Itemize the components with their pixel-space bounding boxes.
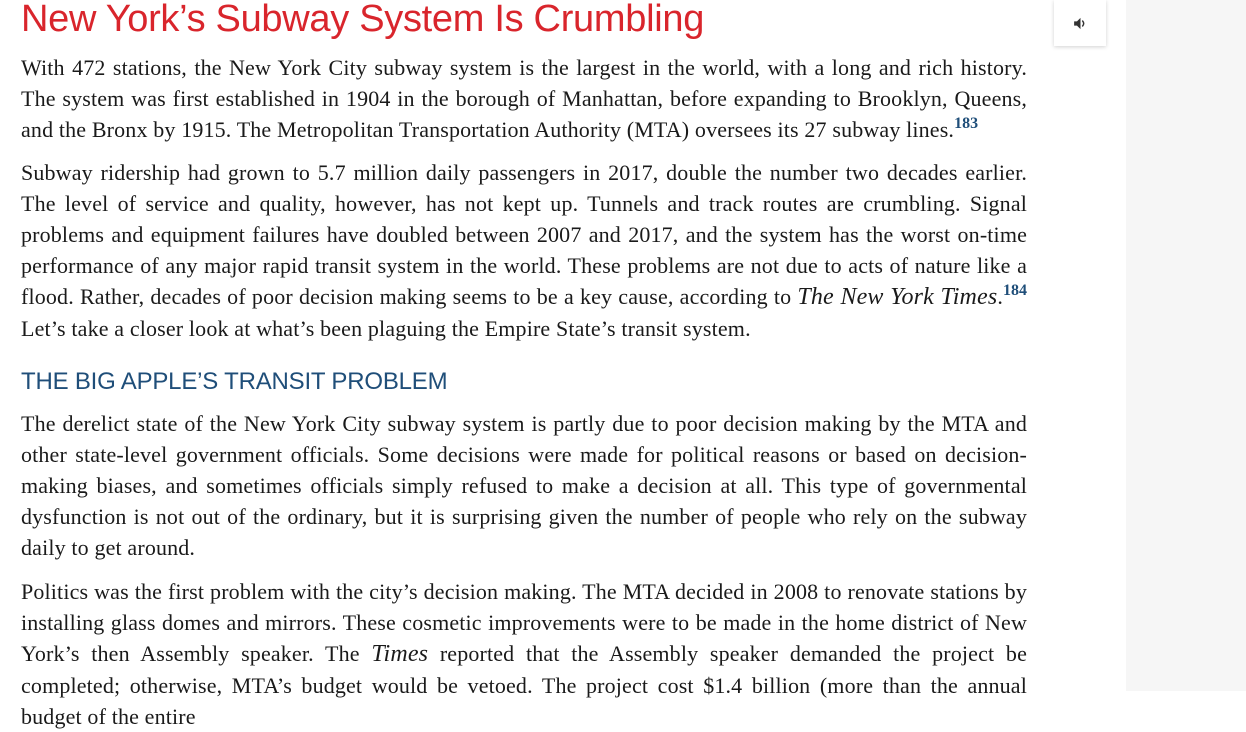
paragraph-text: With 472 stations, the New York City subway system is the largest in the world, with a long and rich history. The system was first established in 1904 in the borough of Manhattan, before expanding to Brooklyn, Queens, and the Bronx by 1915. The Metropolitan Transportation Authority (MTA) oversees its 27 subway lines. bbox=[21, 55, 1027, 142]
right-gutter bbox=[1126, 0, 1246, 691]
audio-button[interactable] bbox=[1054, 0, 1106, 46]
paragraph-derelict-state bbox=[21, 408, 1027, 563]
paragraph-text: reported that the Assembly speaker demanded the project be completed; otherwise, MTA’s budget would be vetoed. The project cost $1.4 billion (more than the annual budget of the entire bbox=[21, 641, 1027, 729]
paragraph-text: Let’s take a closer look at what’s been plaguing the Empire State’s transit system. bbox=[21, 316, 751, 341]
footnote-link[interactable]: 184 bbox=[1002, 282, 1027, 299]
paragraph-ridership bbox=[21, 157, 1027, 344]
speaker-icon bbox=[1072, 15, 1089, 32]
paragraph-text: Subway ridership had grown to 5.7 million daily passengers in 2017, double the number two decades earlier. The level of service and quality, however, has not kept up. Tunnels and track routes are crumbling. Signal problems and equipment failures have doubled between 2007 and 2017, and the system has the worst on-time performance of any major rapid transit system in the world. These problems are not due to acts of nature like a flood. Rather, decades of poor decision making seems to be a key cause, according to bbox=[21, 160, 1027, 309]
punctuation: . bbox=[997, 284, 1003, 309]
section-heading: THE BIG APPLE’S TRANSIT PROBLEM bbox=[21, 368, 448, 395]
paragraph-politics bbox=[21, 576, 1027, 732]
source-title: The New York Times bbox=[797, 284, 998, 310]
article bbox=[21, 0, 1027, 732]
paragraph-text: The derelict state of the New York City subway system is partly due to poor decision making by the MTA and other state-level government officials. Some decisions were made for political reasons or based on decision-making biases, and sometimes officials simply refused to make a decision at all. This type of governmental dysfunction is not out of the ordinary, but it is surprising given the number of people who rely on the subway daily to get around. bbox=[21, 411, 1027, 560]
paragraph-text: Politics was the first problem with the city’s decision making. The MTA decided in 2008 to renovate stations by installing glass domes and mirrors. These cosmetic improvements were to be made in the home district of New York’s then Assembly speaker. The bbox=[21, 579, 1027, 666]
paragraph-intro bbox=[21, 52, 1027, 145]
page-title: New York’s Subway System Is Crumbling bbox=[21, 0, 705, 40]
source-title: Times bbox=[371, 641, 429, 667]
footnote-link[interactable]: 183 bbox=[954, 115, 979, 132]
